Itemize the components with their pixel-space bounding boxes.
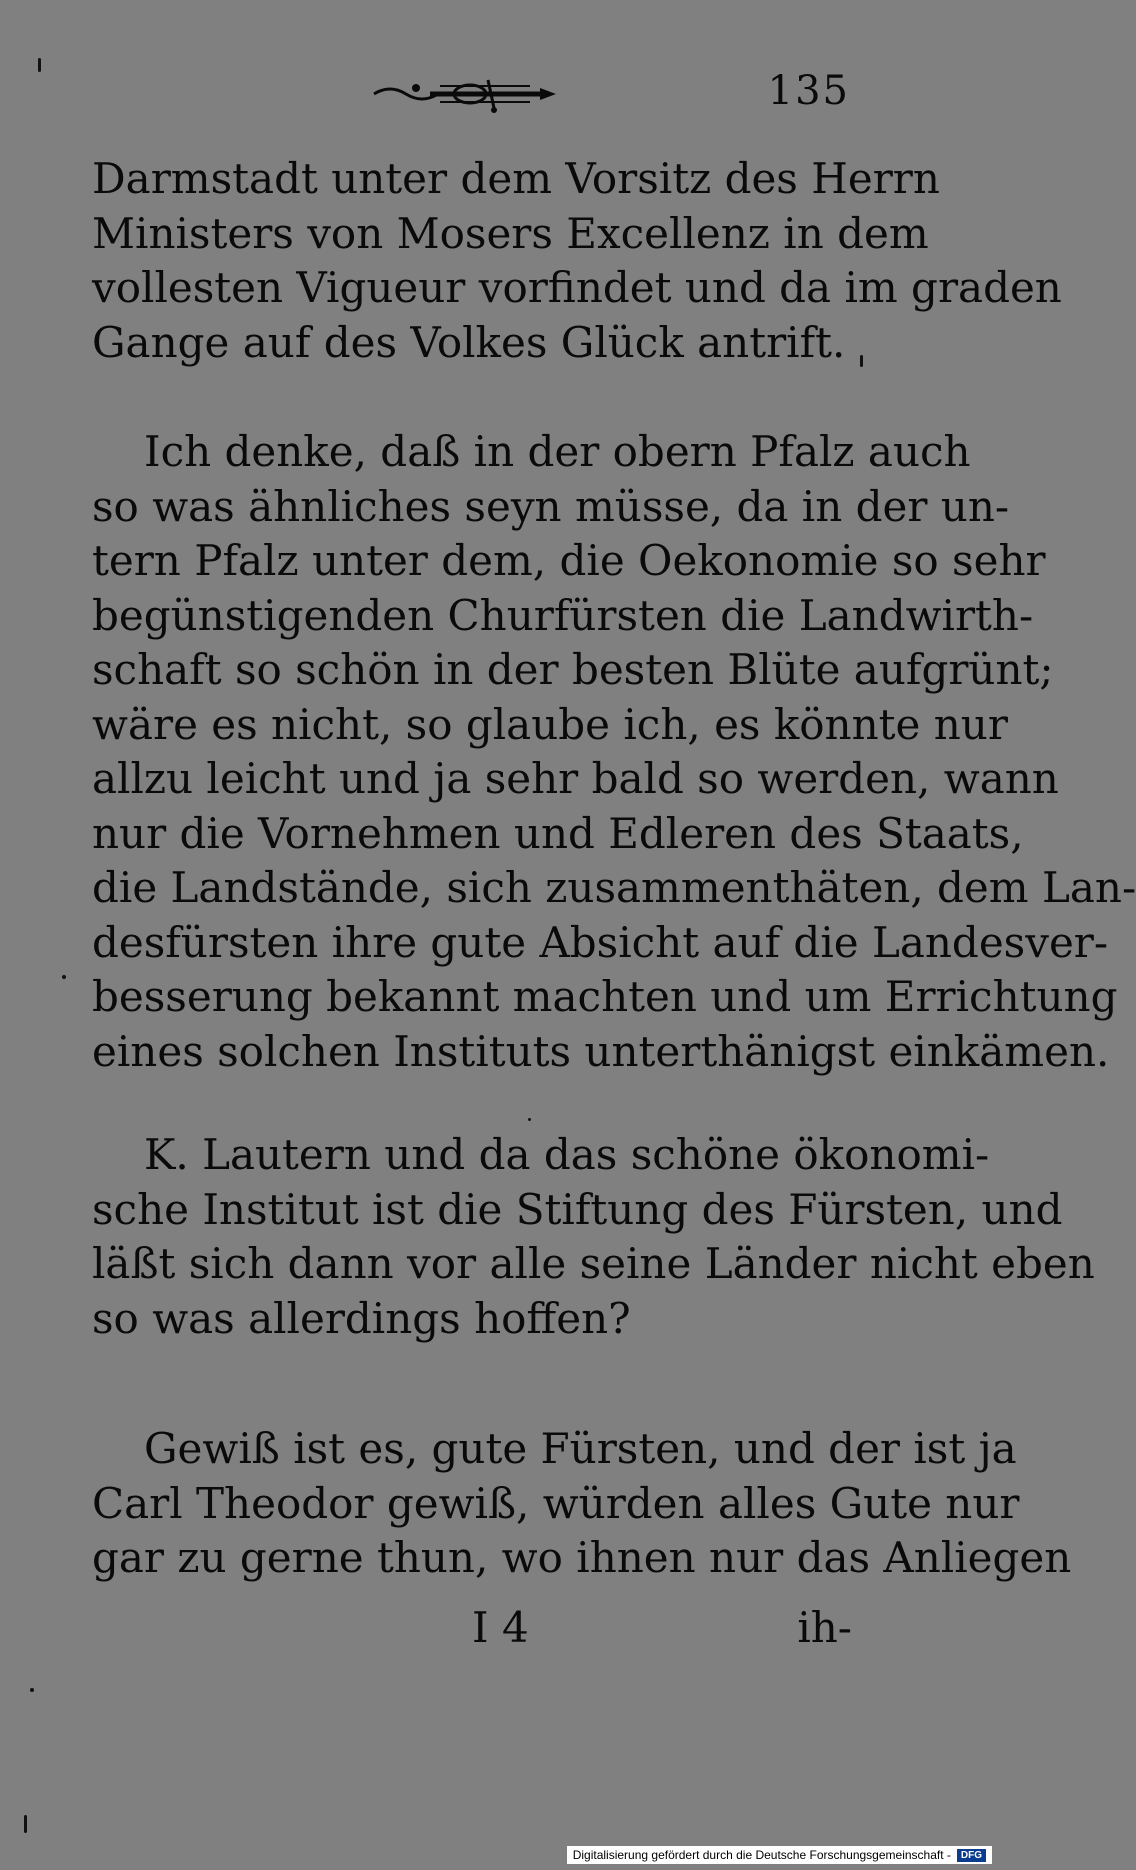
paragraph-1 xyxy=(92,152,1062,370)
catchword: ih- xyxy=(797,1603,852,1652)
text-line: K. Lautern und da das schöne ökonomi- xyxy=(144,1130,990,1179)
page-footer xyxy=(92,1603,852,1663)
typographic-ornament-icon xyxy=(370,70,560,114)
text-line: Carl Theodor gewiß, würden alles Gute nur xyxy=(92,1478,1020,1528)
text-line: tern Pfalz unter dem, die Oekonomie so sehr xyxy=(92,536,1046,585)
text-line: desfürsten ihre gute Absicht auf die Landesver- xyxy=(92,917,1109,967)
signature-mark: I 4 xyxy=(472,1603,529,1652)
paragraph-3 xyxy=(92,1128,1095,1346)
text-line: gar zu gerne thun, wo ihnen nur das Anliegen xyxy=(92,1533,1072,1582)
paragraph-4 xyxy=(92,1422,1072,1586)
text-line: allzu leicht und ja sehr bald so werden, wann xyxy=(92,754,1059,803)
scan-speck xyxy=(24,1815,27,1833)
text-line: wäre es nicht, so glaube ich, es könnte nur xyxy=(92,699,1008,749)
text-line: Gange auf des Volkes Glück antrift. xyxy=(92,317,846,367)
text-line: Darmstadt unter dem Vorsitz des Herrn xyxy=(92,154,940,203)
text-line: so was ähnliches seyn müsse, da in der un- xyxy=(92,481,1010,531)
text-line: so was allerdings hoffen? xyxy=(92,1293,631,1343)
scan-speck xyxy=(30,1688,34,1692)
text-line: vollesten Vigueur vorfindet und da im graden xyxy=(92,263,1062,312)
text-line: begünstigenden Churfürsten die Landwirth- xyxy=(92,590,1034,640)
paragraph-2 xyxy=(92,425,1136,1079)
credit-text: Digitalisierung gefördert durch die Deutsche Forschungsgemeinschaft - xyxy=(572,1848,951,1862)
digitization-credit xyxy=(567,1846,992,1864)
text-line: läßt sich dann vor alle seine Länder nicht eben xyxy=(92,1239,1095,1288)
text-line: Ich denke, daß in der obern Pfalz auch xyxy=(144,427,971,476)
text-line: schaft so schön in der besten Blüte aufgrünt; xyxy=(92,645,1054,694)
text-line: Ministers von Mosers Excellenz in dem xyxy=(92,208,929,258)
dfg-logo: DFG xyxy=(957,1849,986,1862)
scan-speck xyxy=(62,975,66,979)
text-line: nur die Vornehmen und Edleren des Staats, xyxy=(92,808,1024,858)
scan-speck xyxy=(528,1118,531,1121)
text-line: sche Institut ist die Stiftung des Fürsten, und xyxy=(92,1184,1063,1234)
page-number: 135 xyxy=(767,68,850,114)
text-line: Gewiß ist es, gute Fürsten, und der ist ja xyxy=(144,1424,1017,1473)
text-line: besserung bekannt machten und um Errichtung xyxy=(92,972,1118,1021)
page-header xyxy=(370,62,880,122)
text-line: die Landstände, sich zusammenthäten, dem Lan- xyxy=(92,863,1136,912)
text-line: eines solchen Instituts unterthänigst einkämen. xyxy=(92,1026,1110,1076)
scan-speck xyxy=(860,355,863,367)
scan-speck xyxy=(38,58,41,72)
